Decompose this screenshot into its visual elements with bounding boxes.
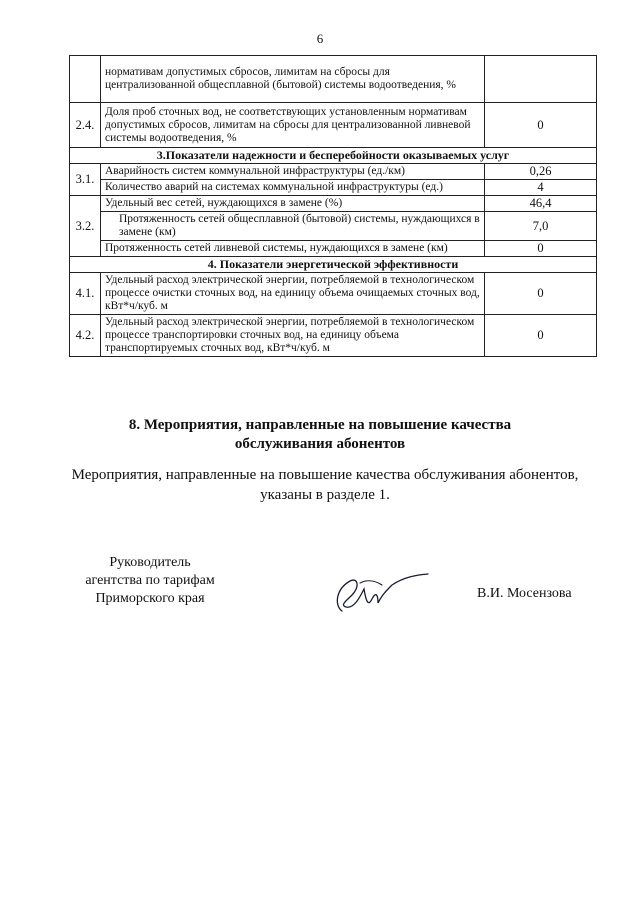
table-row bbox=[70, 164, 597, 180]
row-value bbox=[485, 56, 597, 103]
table-row bbox=[70, 196, 597, 212]
section-3-title: 3.Показатели надежности и бесперебойности оказываемых услуг bbox=[70, 148, 597, 164]
section-8-paragraph bbox=[60, 465, 590, 505]
row-number: 3.1. bbox=[70, 164, 101, 196]
row-description: Доля проб сточных вод, не соответствующих установленным нормативам допустимых сбросов, лимитам на сбросы для централизованной ливневой системы водоотведения, % bbox=[101, 103, 485, 148]
row-description: Количество аварий на системах коммунальной инфраструктуры (ед.) bbox=[101, 180, 485, 196]
row-value: 46,4 bbox=[485, 196, 597, 212]
row-description: Удельный расход электрической энергии, потребляемой в технологическом процессе транспортировки сточных вод, на единицу объема транспортируемых сточных вод, кВт*ч/куб. м bbox=[101, 315, 485, 357]
table-row bbox=[70, 56, 597, 103]
paragraph-line: Мероприятия, направленные на повышение качества обслуживания абонентов, bbox=[71, 467, 579, 483]
row-number: 2.4. bbox=[70, 103, 101, 148]
indicators-table bbox=[69, 55, 597, 357]
signatory-title-line: агентства по тарифам bbox=[85, 573, 215, 588]
row-value: 7,0 bbox=[485, 212, 597, 241]
row-description: Удельный расход электрической энергии, потребляемой в технологическом процессе очистки сточных вод, на единицу объема очищаемых сточных вод, кВт*ч/куб. м bbox=[101, 273, 485, 315]
row-number: 4.2. bbox=[70, 315, 101, 357]
paragraph-line: указаны в разделе 1. bbox=[260, 487, 390, 503]
row-value: 0 bbox=[485, 315, 597, 357]
heading-line: обслуживания абонентов bbox=[234, 436, 406, 452]
row-value: 4 bbox=[485, 180, 597, 196]
section-8-heading bbox=[0, 416, 640, 454]
section-4-title: 4. Показатели энергетической эффективности bbox=[70, 257, 597, 273]
row-number: 4.1. bbox=[70, 273, 101, 315]
signatory-title-line: Руководитель bbox=[109, 555, 191, 570]
table-row bbox=[70, 315, 597, 357]
page-number: 6 bbox=[316, 31, 324, 46]
heading-line: 8. Мероприятия, направленные на повышение качества bbox=[128, 417, 512, 433]
row-value: 0 bbox=[485, 241, 597, 257]
row-description: нормативам допустимых сбросов, лимитам на сбросы для централизованной общесплавной (бытовой) системы водоотведения, % bbox=[101, 56, 485, 103]
row-description: Удельный вес сетей, нуждающихся в замене (%) bbox=[101, 196, 485, 212]
handwritten-signature bbox=[320, 565, 430, 621]
table-row bbox=[70, 180, 597, 196]
row-description: Аварийность систем коммунальной инфраструктуры (ед./км) bbox=[101, 164, 485, 180]
row-description: Протяженность сетей общесплавной (бытовой) системы, нуждающихся в замене (км) bbox=[101, 212, 485, 241]
signatory-name: В.И. Мосензова bbox=[477, 586, 572, 601]
section-header-row bbox=[70, 257, 597, 273]
row-value: 0 bbox=[485, 103, 597, 148]
row-value: 0,26 bbox=[485, 164, 597, 180]
row-description: Протяженность сетей ливневой системы, нуждающихся в замене (км) bbox=[101, 241, 485, 257]
signatory-title-line: Приморского края bbox=[95, 591, 205, 606]
table-row bbox=[70, 241, 597, 257]
signatory-title bbox=[60, 554, 240, 608]
table-row bbox=[70, 273, 597, 315]
section-header-row bbox=[70, 148, 597, 164]
row-number: 3.2. bbox=[70, 196, 101, 257]
row-value: 0 bbox=[485, 273, 597, 315]
row-number bbox=[70, 56, 101, 103]
table-row bbox=[70, 212, 597, 241]
table-row bbox=[70, 103, 597, 148]
